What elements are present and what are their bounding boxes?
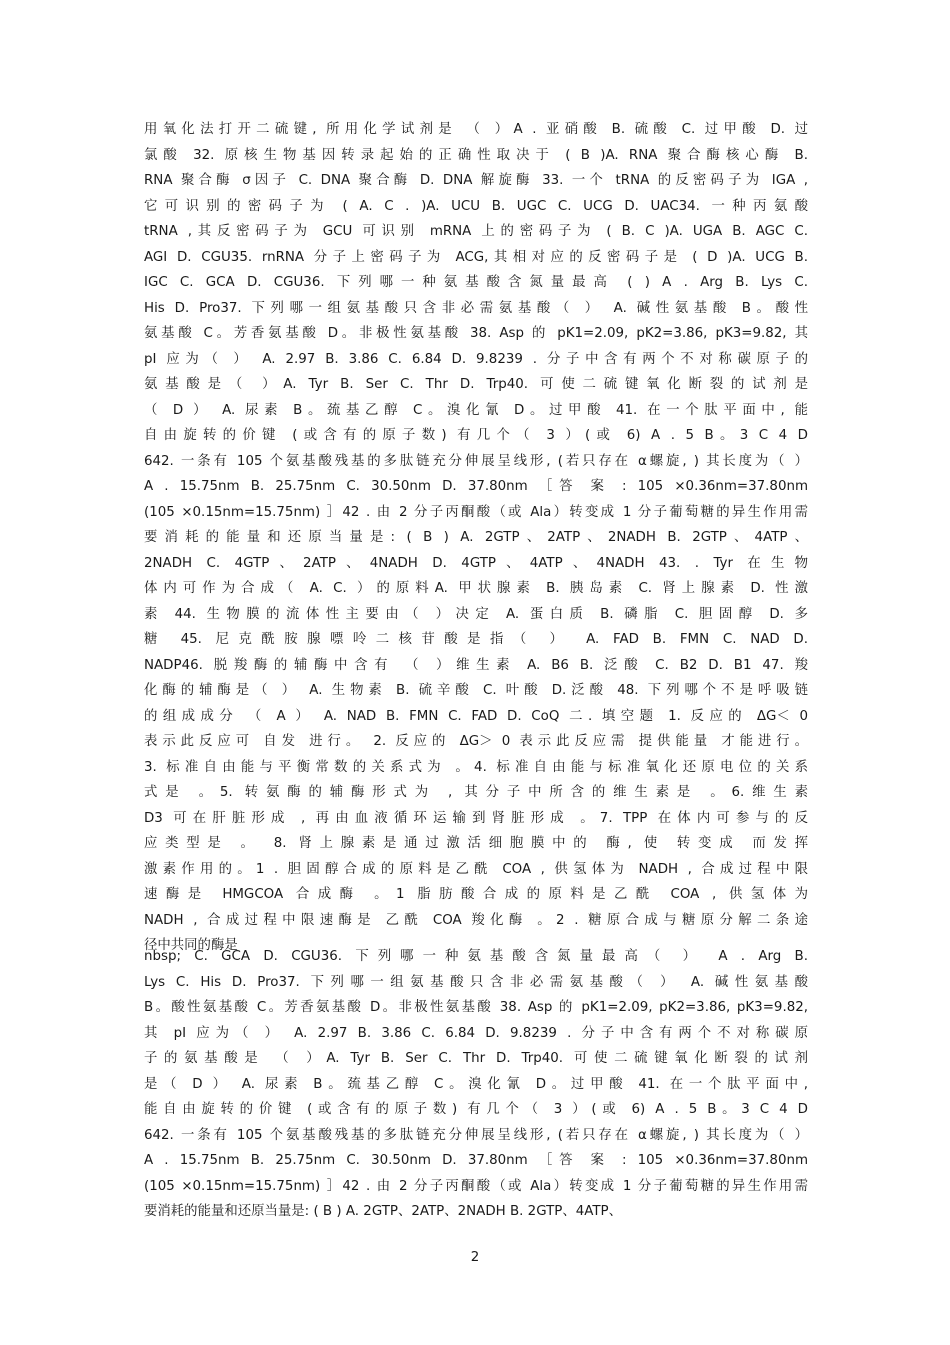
text-line: 642. 一条有 105 个氨基酸残基的多肽链充分伸展呈线形, (若只存在 α螺旋, ) 其长度为（ ） — [144, 1127, 808, 1143]
text-line: 式是 。5. 转氨酶的辅酶形式为 , 其分子中所含的维生素是 。6.维生素 — [144, 785, 808, 800]
text-line: D3 可在肝脏形成 , 再由血液循环运输到肾脏形成 。7. TPP 在体内可参与的反 — [144, 810, 808, 826]
page-number: 2 — [470, 1250, 480, 1265]
text-line: NADH , 合成过程中限速酶是 乙酰 COA 羧化酶 。2 . 糖原合成与糖原分解二条途 — [144, 912, 808, 928]
text-line: 要消耗的能量和还原当量是: ( B ) A. 2GTP、2ATP、2NADH B. 2GTP、4ATP、 — [144, 530, 808, 545]
text-block-repeated-questions — [144, 944, 808, 1225]
text-line: RNA 聚合酶 σ因子 C. DNA 聚合酶 D. DNA 解旋酶 33. 一个 tRNA 的反密码子为 IGA , — [144, 173, 808, 188]
text-line: 氨基酸是（ ）A. Tyr B. Ser C. Thr D. Trp40. 可使二硫键氧化断裂的试剂是 — [144, 377, 808, 392]
text-line: B。酸性氨基酸 C。芳香氨基酸 D。非极性氨基酸 38. Asp 的 pK1=2.09, pK2=3.86, pK3=9.82, — [144, 1000, 808, 1015]
text-line: 能自由旋转的价键 (或含有的原子数) 有几个（ 3 ）(或 6) A . 5 B。3 C 4 D — [144, 1102, 808, 1117]
text-line: 激素作用的。1 . 胆固醇合成的原料是乙酰 COA , 供氢体为 NADH , 合成过程中限 — [144, 861, 808, 877]
text-line: 642. 一条有 105 个氨基酸残基的多肽链充分伸展呈线形, (若只存在 α螺旋, ) 其长度为（ ） — [144, 453, 808, 469]
text-line: 子的氨基酸是 （ ）A. Tyr B. Ser C. Thr D. Trp40. 可使二硫键氧化断裂的试剂 — [144, 1051, 808, 1066]
text-line: 是（ D ） A. 尿素 B。巯基乙醇 C。溴化氰 D。过甲酸 41. 在一个肽平面中, — [144, 1076, 808, 1092]
text-line: 的组成成分 （ A ） A. NAD B. FMN C. FAD D. CoQ 二. 填空题 1. 反应的 ΔG＜ 0 — [144, 708, 808, 724]
text-line: NADP46. 脱羧酶的辅酶中含有 （ ）维生素 A. B6 B. 泛酸 C. B2 D. B1 47. 羧 — [144, 657, 808, 673]
text-line: AGI D. CGU35. rnRNA 分子上密码子为 ACG,其相对应的反密码子是 ( D )A. UCG B. — [144, 249, 808, 265]
text-line: 用氧化法打开二硫键, 所用化学试剂是 （ ）A . 亚硝酸 B. 硫酸 C. 过甲酸 D. 过 — [144, 122, 808, 137]
text-line: 要消耗的能量和还原当量是: ( B ) A. 2GTP、2ATP、2NADH B. 2GTP、4ATP、 — [144, 1204, 623, 1219]
text-line: 体内可作为合成（ A. C. ）的原料A. 甲状腺素 B. 胰岛素 C. 肾上腺素 D. 性激 — [144, 581, 808, 596]
text-line: 其 pI 应为（ ） A. 2.97 B. 3.86 C. 6.84 D. 9.8239 . 分子中含有两个不对称碳原 — [144, 1025, 808, 1041]
text-line: 糖 45. 尼克酰胺腺嘌呤二核苷酸是指（ ） A. FAD B. FMN C. NAD D. — [144, 632, 808, 647]
text-line: (105 ×0.15nm=15.75nm) ］42 . 由 2 分子丙酮酸（或 Ala）转变成 1 分子葡萄糖的异生作用需 — [144, 504, 808, 520]
text-line: 2NADH C. 4GTP、2ATP、4NADH D. 4GTP、4ATP、4NADH 43. . Tyr 在生物 — [144, 555, 808, 571]
text-line: 它可识别的密码子为 ( A. C . )A. UCU B. UGC C. UCG D. UAC34. 一种丙氨酸 — [144, 198, 808, 214]
text-line: 氯酸 32. 原核生物基因转录起始的正确性取决于 ( B )A. RNA 聚合酶核心酶 B. — [144, 147, 808, 163]
text-line: Lys C. His D. Pro37. 下列哪一组氨基酸只含非必需氨基酸（ ） A. 碱性氨基酸 — [144, 974, 808, 990]
text-line: （ D ） A. 尿素 B。巯基乙醇 C。溴化氰 D。过甲酸 41. 在一个肽平面中, 能 — [144, 402, 808, 418]
text-line: IGC C. GCA D. CGU36. 下列哪一种氨基酸含氮量最高 ( ) A . Arg B. Lys C. — [144, 275, 808, 290]
text-line: A . 15.75nm B. 25.75nm C. 30.50nm D. 37.80nm ［答 案 : 105 ×0.36nm=37.80nm — [144, 479, 808, 494]
text-line: pI 应为（ ） A. 2.97 B. 3.86 C. 6.84 D. 9.8239 . 分子中含有两个不对称碳原子的 — [144, 351, 808, 367]
text-line: His D. Pro37. 下列哪一组氨基酸只含非必需氨基酸（ ） A. 碱性氨基酸 B。酸性 — [144, 300, 808, 316]
text-line: 氨基酸 C。芳香氨基酸 D。非极性氨基酸 38. Asp 的 pK1=2.09, pK2=3.86, pK3=9.82, 其 — [144, 326, 808, 341]
text-line: 3. 标准自由能与平衡常数的关系式为 。4. 标准自由能与标准氧化还原电位的关系 — [144, 759, 808, 775]
text-line: 化酶的辅酶是（ ） A. 生物素 B. 硫辛酸 C. 叶酸 D.泛酸 48. 下列哪个不是呼吸链 — [144, 683, 808, 698]
text-line: (105 ×0.15nm=15.75nm) ］42 . 由 2 分子丙酮酸（或 Ala）转变成 1 分子葡萄糖的异生作用需 — [144, 1178, 808, 1194]
text-line: 径中共同的酶是 — [144, 938, 238, 953]
text-line: 应类型是 。 8. 肾上腺素是通过激活细胞膜中的 酶, 使 转变成 而发挥 — [144, 836, 808, 851]
text-line: A . 15.75nm B. 25.75nm C. 30.50nm D. 37.80nm ［答 案 : 105 ×0.36nm=37.80nm — [144, 1153, 808, 1168]
text-line: nbsp; C. GCA D. CGU36. 下列哪一种氨基酸含氮量最高（ ） A . Arg B. — [144, 949, 808, 964]
text-line: 速酶是 HMGCOA 合成酶 。1 脂肪酸合成的原料是乙酰 COA , 供氢体为 — [144, 887, 808, 902]
text-line: 自由旋转的价键 (或含有的原子数) 有几个（ 3 ）(或 6) A . 5 B。3 C 4 D — [144, 428, 808, 443]
text-line: 素 44. 生物膜的流体性主要由（ ）决定 A. 蛋白质 B. 磷脂 C. 胆固醇 D. 多 — [144, 606, 808, 622]
text-line: tRNA ,其反密码子为 GCU 可识别 mRNA 上的密码子为 ( B. C )A. UGA B. AGC C. — [144, 224, 808, 239]
text-line: 表示此反应可 自发 进行。 2. 反应的 ΔG＞ 0 表示此反应需 提供能量 才能进行。 — [144, 734, 808, 749]
text-block-questions — [144, 117, 808, 959]
